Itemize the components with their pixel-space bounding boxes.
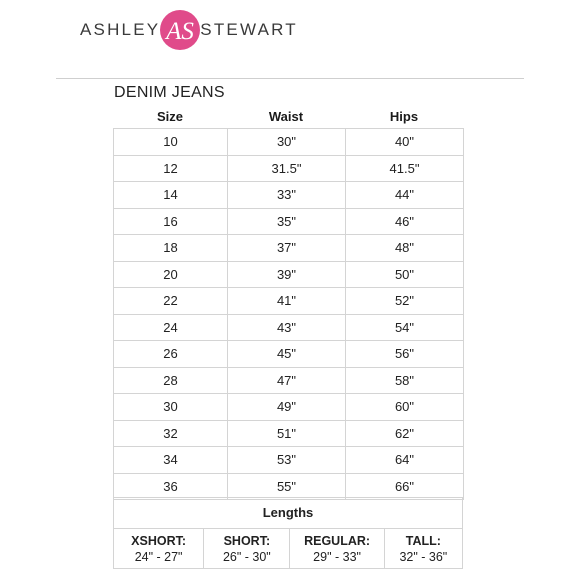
cell-waist: 55" (228, 473, 346, 500)
cell-size: 16 (114, 208, 228, 235)
cell-hips: 44" (346, 182, 464, 209)
length-item-regular (290, 529, 384, 569)
cell-waist: 47" (228, 367, 346, 394)
cell-size: 14 (114, 182, 228, 209)
table-row (114, 261, 464, 288)
cell-waist: 31.5" (228, 155, 346, 182)
cell-size: 28 (114, 367, 228, 394)
table-row (114, 314, 464, 341)
length-range: 29" - 33" (313, 550, 361, 564)
cell-size: 36 (114, 473, 228, 500)
cell-size: 34 (114, 447, 228, 474)
cell-waist: 39" (228, 261, 346, 288)
table-row (114, 129, 464, 156)
cell-size: 24 (114, 314, 228, 341)
cell-hips: 41.5" (346, 155, 464, 182)
cell-waist: 49" (228, 394, 346, 421)
length-range: 32" - 36" (399, 550, 448, 564)
cell-waist: 43" (228, 314, 346, 341)
lengths-section (113, 497, 463, 569)
table-row (114, 341, 464, 368)
table-row (114, 420, 464, 447)
length-name: XSHORT: (131, 534, 187, 548)
table-row (114, 473, 464, 500)
cell-size: 20 (114, 261, 228, 288)
cell-size: 12 (114, 155, 228, 182)
table-row (114, 155, 464, 182)
cell-waist: 30" (228, 129, 346, 156)
cell-waist: 51" (228, 420, 346, 447)
table-row (114, 208, 464, 235)
cell-size: 30 (114, 394, 228, 421)
cell-waist: 35" (228, 208, 346, 235)
length-name: SHORT: (223, 534, 271, 548)
length-range: 24" - 27" (134, 550, 183, 564)
table-row (114, 235, 464, 262)
lengths-title: Lengths (114, 498, 462, 529)
header-divider (56, 78, 524, 79)
brand-monogram-icon (158, 8, 202, 52)
cell-hips: 62" (346, 420, 464, 447)
cell-hips: 60" (346, 394, 464, 421)
cell-hips: 64" (346, 447, 464, 474)
brand-logo (80, 8, 298, 52)
cell-hips: 48" (346, 235, 464, 262)
length-item-short (204, 529, 290, 569)
cell-size: 26 (114, 341, 228, 368)
cell-size: 18 (114, 235, 228, 262)
length-item-xshort (114, 529, 204, 569)
table-row (114, 367, 464, 394)
cell-size: 32 (114, 420, 228, 447)
brand-left-word: ASHLEY (80, 20, 161, 39)
length-item-tall (385, 529, 462, 569)
lengths-row (114, 529, 462, 569)
cell-hips: 58" (346, 367, 464, 394)
cell-waist: 53" (228, 447, 346, 474)
cell-hips: 56" (346, 341, 464, 368)
table-row (114, 394, 464, 421)
cell-waist: 45" (228, 341, 346, 368)
cell-hips: 54" (346, 314, 464, 341)
cell-hips: 40" (346, 129, 464, 156)
table-row (114, 182, 464, 209)
size-table (113, 128, 464, 500)
cell-size: 10 (114, 129, 228, 156)
cell-hips: 46" (346, 208, 464, 235)
column-header-size: Size (156, 109, 183, 124)
cell-waist: 37" (228, 235, 346, 262)
cell-size: 22 (114, 288, 228, 315)
table-row (114, 447, 464, 474)
cell-waist: 41" (228, 288, 346, 315)
length-range: 26" - 30" (222, 550, 271, 564)
cell-waist: 33" (228, 182, 346, 209)
column-header-hips: Hips (389, 109, 419, 124)
length-name: REGULAR: (304, 534, 371, 548)
cell-hips: 52" (346, 288, 464, 315)
table-row (114, 288, 464, 315)
brand-right-word: STEWART (200, 20, 298, 39)
column-header-waist: Waist (268, 109, 304, 124)
brand-monogram-text: AS (166, 18, 195, 45)
cell-hips: 66" (346, 473, 464, 500)
cell-hips: 50" (346, 261, 464, 288)
chart-title: DENIM JEANS (114, 84, 225, 101)
length-name: TALL: (405, 534, 441, 548)
